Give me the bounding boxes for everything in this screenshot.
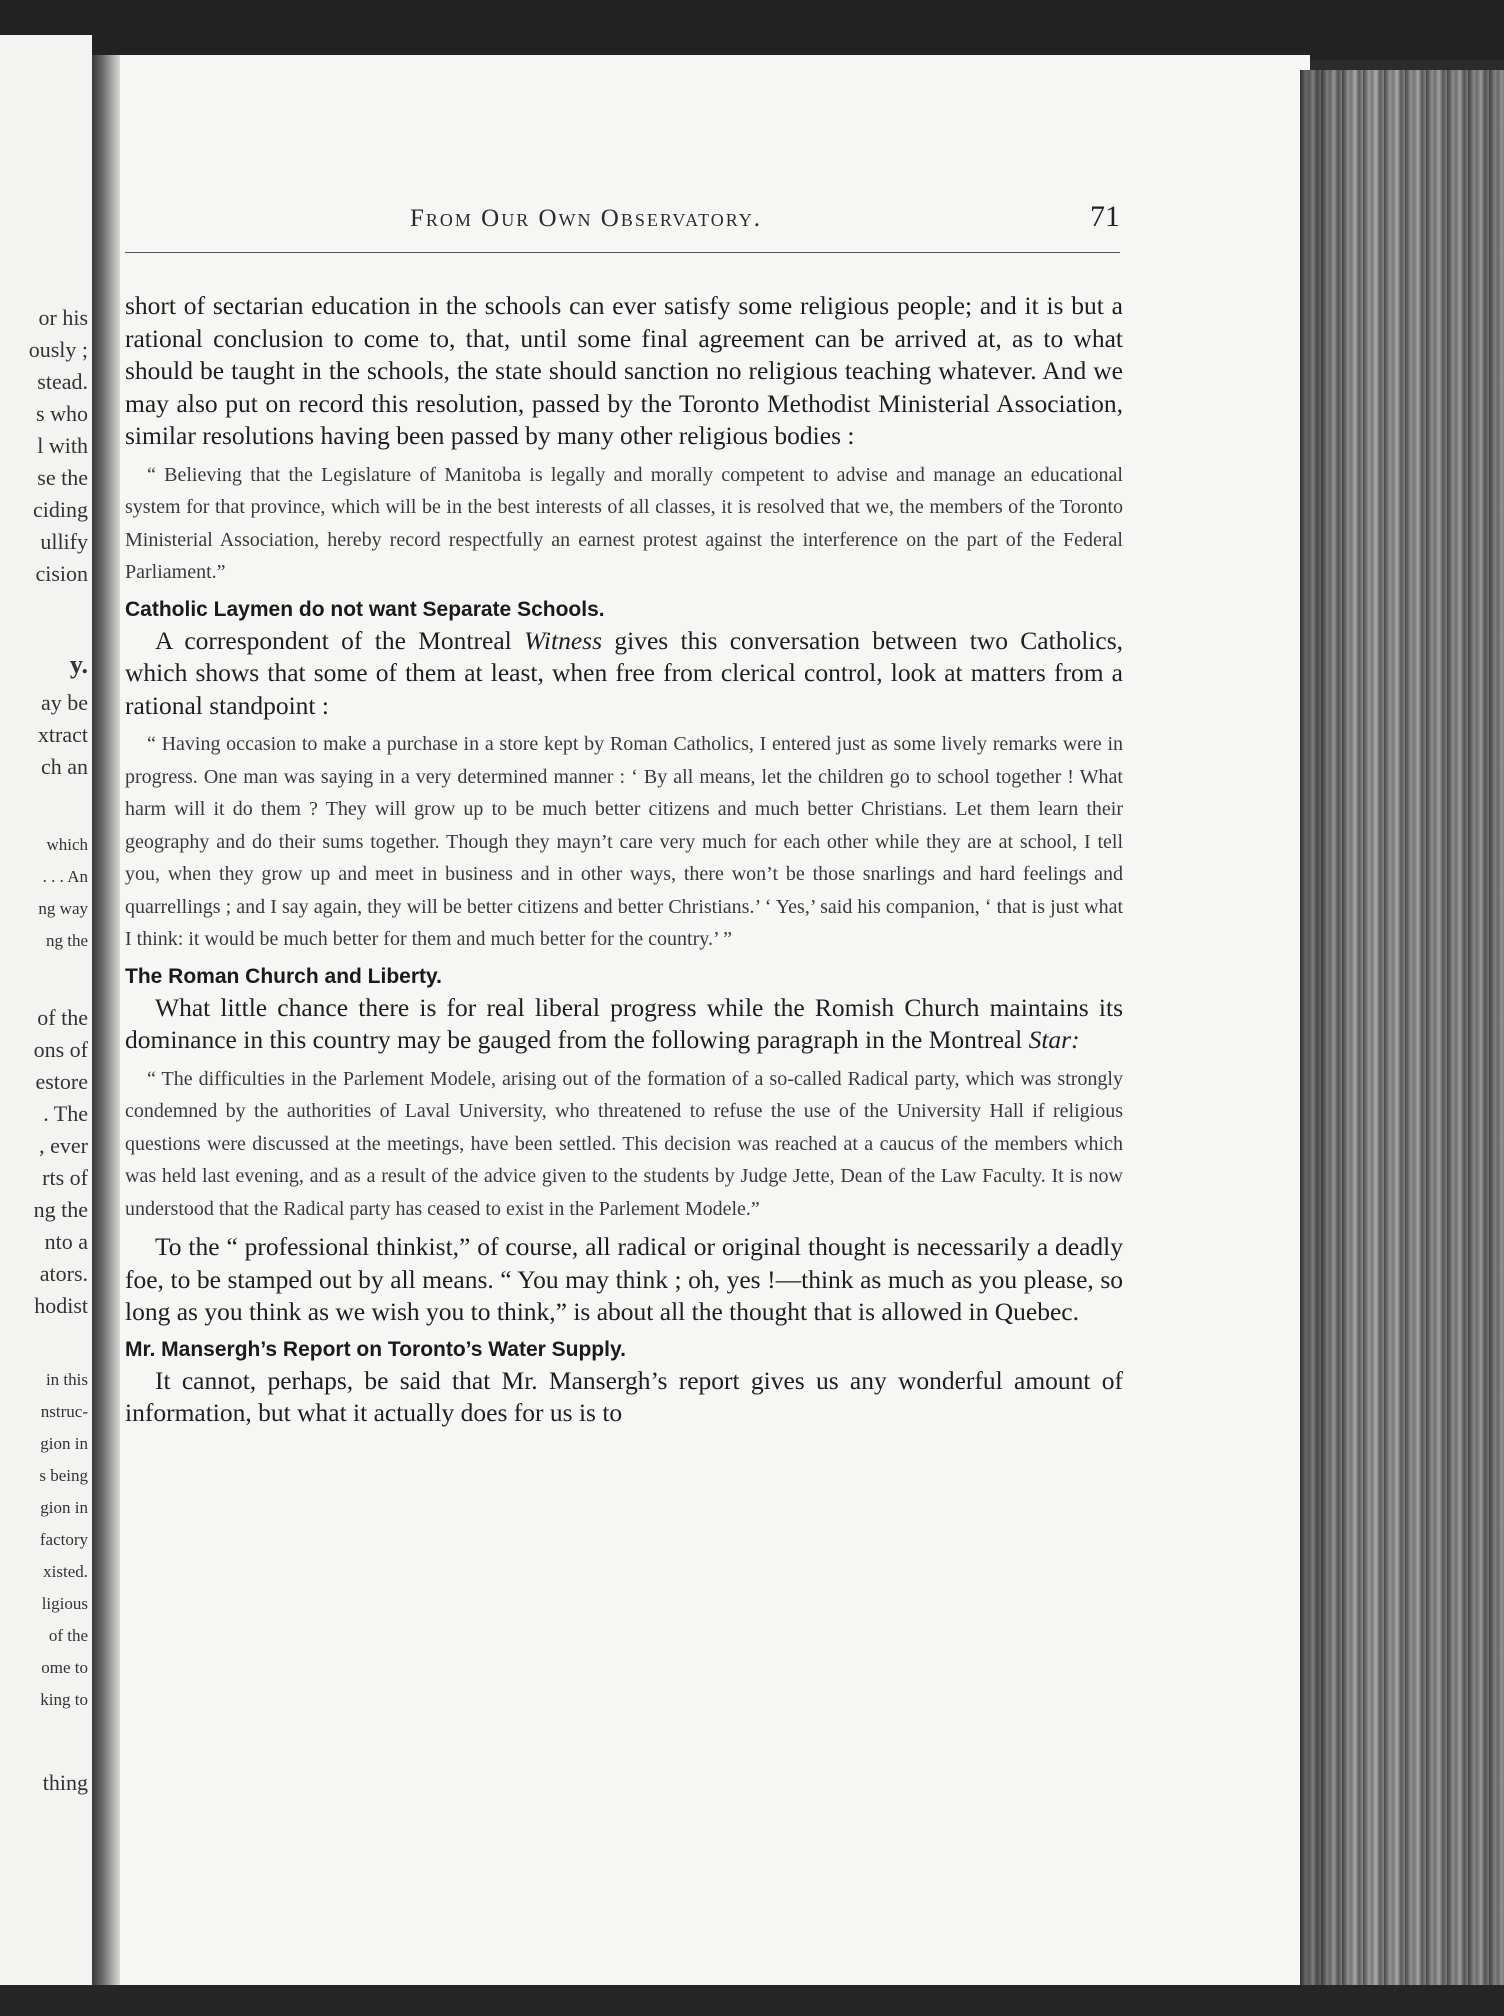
paragraph: To the “ professional thinkist,” of course, all radical or original thought is necessarily a deadly foe, to be stamped out by all means. “ You may think ; oh, yes !—think as much as you please, so long as you think as we wish you to think,” is about all the thought that is allowed in Quebec. bbox=[125, 1232, 1123, 1326]
left-page-line: nstruc- bbox=[40, 1402, 88, 1421]
left-page-line: or his bbox=[38, 305, 88, 330]
paragraph: short of sectarian education in the schools can ever satisfy some religious people; and it is but a rational conclusion to come to, that, until some final agreement can be arrived at, as to what should be taught in the schools, the state should sanction no religious teaching whatever. And we may also put on record this resolution, passed by the Toronto Methodist Ministerial Association, similar resolutions having been passed by many other religious bodies : bbox=[125, 291, 1123, 450]
left-page-line: s being bbox=[39, 1466, 88, 1485]
page-number: 71 bbox=[1090, 200, 1120, 233]
paragraph bbox=[125, 625, 1123, 723]
left-page-line: ullify bbox=[40, 529, 88, 554]
left-page-line: nto a bbox=[44, 1229, 88, 1254]
left-page-line: in this bbox=[45, 1370, 88, 1389]
left-page-line: ay be bbox=[40, 690, 88, 715]
block-quote: “ The difficulties in the Parlement Modele, arising out of the formation of a so-called Radical party, which was strongly condemned by the authorities of Laval University, who threatened to refuse the use of the University Hall if religious questions were discussed at the meetings, have been settled. This decision was reached at a caucus of the members which was held last evening, and as a result of the advice given to the students by Judge Jette, Dean of the Law Faculty. It is now understood that the Radical party has ceased to exist in the Parlement Modele.” bbox=[125, 1067, 1123, 1220]
running-head: From Our Own Observatory. bbox=[410, 205, 763, 232]
left-page-line: xtract bbox=[37, 722, 88, 747]
section-heading: The Roman Church and Liberty. bbox=[125, 964, 442, 988]
scan-background-top bbox=[0, 0, 1504, 60]
section-heading: Mr. Mansergh’s Report on Toronto’s Water Supply. bbox=[125, 1337, 626, 1361]
left-page-line: ng way bbox=[38, 899, 88, 918]
paragraph bbox=[125, 992, 1123, 1057]
paragraph: It cannot, perhaps, be said that Mr. Mansergh’s report gives us any wonderful amount of information, but what it actually does for us is to bbox=[125, 1365, 1123, 1427]
left-page-line: cision bbox=[35, 561, 88, 586]
block-quote: “ Believing that the Legislature of Manitoba is legally and morally competent to advise and manage an educational system for that province, which will be in the best interests of all classes, it is resolved that we, the members of the Toronto Ministerial Association, hereby record respectfully an earnest protest against the interference on the part of the Federal Parliament.” bbox=[125, 463, 1123, 583]
left-page-line: ciding bbox=[33, 497, 88, 522]
left-page-line: king to bbox=[40, 1690, 88, 1709]
left-page-line: ons of bbox=[33, 1037, 88, 1062]
section-heading: Catholic Laymen do not want Separate Schools. bbox=[125, 597, 605, 621]
paragraph-text: A correspondent of the Montreal bbox=[155, 625, 525, 655]
left-page-line: hodist bbox=[34, 1293, 88, 1318]
left-page-line: l with bbox=[37, 433, 88, 458]
left-page-line: ators. bbox=[39, 1261, 88, 1286]
left-page-line: thing bbox=[42, 1770, 88, 1795]
left-page-line: ligious bbox=[41, 1594, 88, 1613]
left-page-line: se the bbox=[37, 465, 88, 490]
left-page-line: estore bbox=[35, 1069, 88, 1094]
left-page-line: xisted. bbox=[43, 1562, 88, 1581]
italic-title: Witness bbox=[524, 625, 603, 655]
left-page-line: gion in bbox=[40, 1498, 88, 1517]
left-page-line: y. bbox=[69, 650, 88, 679]
left-page-line: . The bbox=[43, 1101, 88, 1126]
scan-background-bottom bbox=[0, 1985, 1504, 2016]
page-edges-shadow bbox=[1300, 70, 1504, 1985]
text-column bbox=[125, 290, 1123, 1430]
left-page-line: , ever bbox=[39, 1133, 88, 1158]
book-binding-gutter bbox=[92, 55, 122, 1985]
left-page-line: ously ; bbox=[28, 337, 88, 362]
italic-title: Star: bbox=[1028, 1025, 1080, 1054]
header-rule bbox=[125, 252, 1120, 253]
left-page-line: stead. bbox=[37, 369, 88, 394]
left-page-line: ch an bbox=[40, 754, 88, 779]
block-quote: “ Having occasion to make a purchase in a store kept by Roman Catholics, I entered just as some lively remarks were in progress. One man was saying in a very determined manner : ‘ By all means, let the children go to school together ! What harm will it do them ? They will grow up to be much better citizens and much better Christians. Let them learn their geography and do their sums together. Though they mayn’t care very much for each other while they are at school, I tell you, when they grow up and meet in business and in other ways, there won’t be those snarlings and hard feelings and quarrellings ; and I say again, they will be better citizens and better Christians.’ ‘ Yes,’ said his companion, ‘ that is just what I think: it would be much better for them and much better for the country.’ ” bbox=[125, 733, 1123, 950]
left-page-line: s who bbox=[36, 401, 88, 426]
left-page-line: ome to bbox=[41, 1658, 88, 1677]
left-page-line: factory bbox=[39, 1530, 88, 1549]
left-page-line: ng the bbox=[45, 931, 88, 950]
left-page-line: rts of bbox=[42, 1165, 88, 1190]
adjacent-left-page bbox=[0, 35, 92, 1990]
left-page-line: gion in bbox=[40, 1434, 88, 1453]
left-page-line: . . . An bbox=[42, 867, 88, 886]
left-page-line: of the bbox=[37, 1005, 88, 1030]
left-page-line: of the bbox=[48, 1626, 88, 1645]
left-page-line: ng the bbox=[33, 1197, 88, 1222]
paragraph-text: gives this conversation between two Catholics, which shows that some of them at least, when free from clerical control, look at matters from a rational standpoint : bbox=[125, 625, 1123, 720]
left-page-line: which bbox=[46, 835, 88, 854]
paragraph-text: What little chance there is for real liberal progress while the Romish Church maintains its dominance in this country may be gauged from the following paragraph in the Montreal bbox=[125, 992, 1123, 1054]
